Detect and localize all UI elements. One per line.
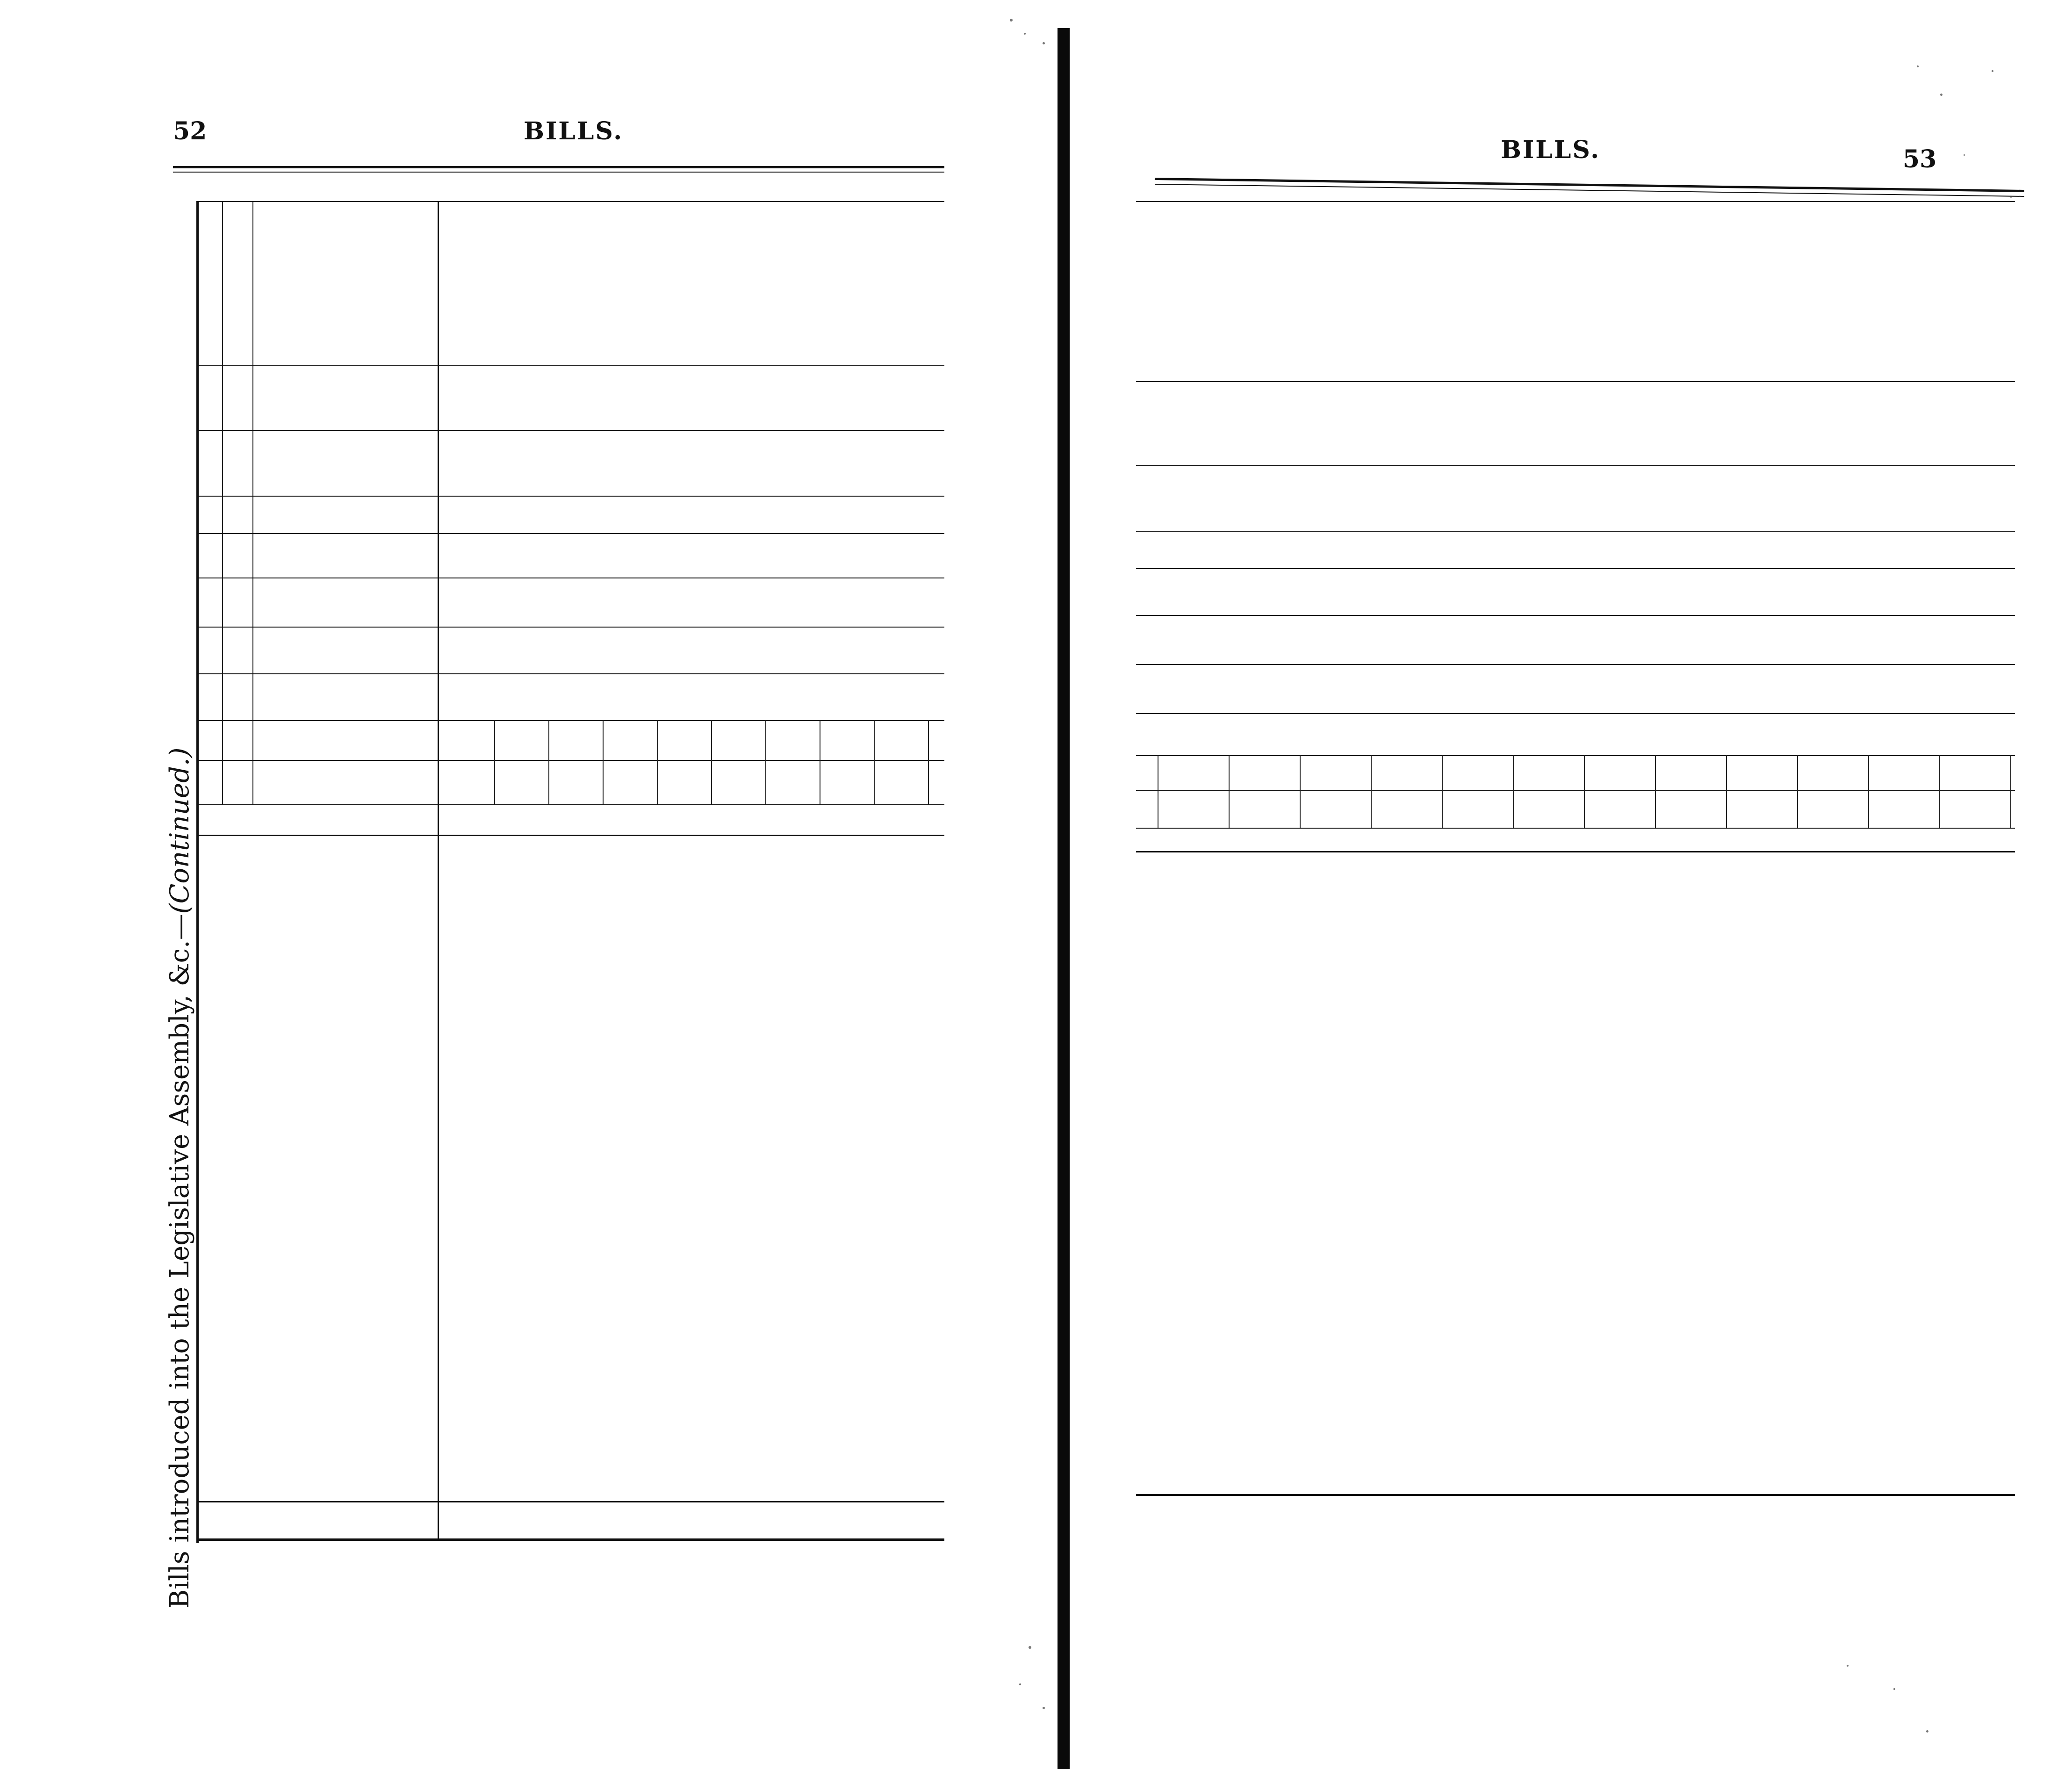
scan-speck xyxy=(1019,1683,1021,1685)
no-column-rule xyxy=(1136,1494,2015,1496)
row-rule xyxy=(1797,755,1798,828)
column-rule xyxy=(1136,465,2015,466)
column-rule xyxy=(196,760,944,761)
scan-speck xyxy=(1043,42,1045,44)
column-rule xyxy=(196,720,944,721)
row-rule xyxy=(1726,755,1727,828)
page-number: 53 xyxy=(1903,145,1937,173)
column-rule xyxy=(196,804,944,805)
column-rule xyxy=(196,430,944,431)
row-rule xyxy=(1229,755,1230,828)
column-rule xyxy=(196,627,944,628)
row-rule xyxy=(1442,755,1443,828)
column-rule xyxy=(1136,790,2015,791)
row-rule xyxy=(1584,755,1585,828)
left-page xyxy=(0,0,1014,1769)
column-rule xyxy=(196,365,944,366)
column-header-assembly xyxy=(262,762,430,802)
header-rule-vertical xyxy=(438,201,439,1538)
row-rule xyxy=(657,720,658,804)
row-rule xyxy=(711,720,712,804)
row-rule xyxy=(928,720,929,804)
group-header-rule xyxy=(222,201,223,804)
gutter-rule xyxy=(1058,28,1070,1769)
table-bottom-rule xyxy=(196,1538,944,1541)
column-rule xyxy=(1136,755,2015,756)
column-rule xyxy=(196,533,944,534)
column-header-lost-assembly xyxy=(262,535,430,575)
scan-speck xyxy=(1043,1707,1045,1709)
row-rule xyxy=(1939,755,1940,828)
header-rule-thin xyxy=(173,172,944,173)
column-rule xyxy=(1136,615,2015,616)
scan-speck xyxy=(2010,196,2012,198)
column-rule xyxy=(1136,568,2015,569)
column-rule xyxy=(1136,381,2015,382)
row-rule xyxy=(765,720,766,804)
column-rule xyxy=(196,496,944,497)
row-rule xyxy=(494,720,495,804)
column-header-lost-council xyxy=(262,498,430,531)
column-rule xyxy=(196,201,944,202)
column-rule xyxy=(1136,664,2015,665)
scan-speck xyxy=(1847,1665,1849,1667)
right-page xyxy=(1071,0,2072,1769)
row-rule xyxy=(548,720,549,804)
row-rule xyxy=(1655,755,1656,828)
table-border-left xyxy=(196,201,199,1543)
running-head: BILLS. xyxy=(524,117,624,145)
scan-speck xyxy=(1992,70,1993,72)
row-rule xyxy=(874,720,875,804)
page-number: 52 xyxy=(173,117,207,145)
scan-speck xyxy=(1029,1646,1031,1649)
column-header-amended-assembly xyxy=(262,367,430,428)
column-header-amended-council xyxy=(262,433,430,493)
row-rule xyxy=(1868,755,1869,828)
running-head: BILLS. xyxy=(1501,136,1601,164)
scan-speck xyxy=(1010,19,1013,22)
row-rule xyxy=(1300,755,1301,828)
title-column-rule xyxy=(196,835,944,836)
table-title: Bills introduced into the Legislative Assembly, &c.—(Continued.) xyxy=(165,747,195,1609)
header-rule xyxy=(173,166,944,168)
no-column-rule xyxy=(196,1501,944,1502)
row-rule xyxy=(1513,755,1514,828)
row-rule xyxy=(2010,755,2011,828)
scan-speck xyxy=(1964,154,1965,156)
scan-speck xyxy=(1917,65,1919,67)
column-header-reserved xyxy=(262,629,430,671)
column-rule xyxy=(196,673,944,674)
scan-speck xyxy=(1940,94,1942,96)
column-rule xyxy=(1136,531,2015,532)
column-header-council xyxy=(262,722,430,758)
column-header-passed xyxy=(262,676,430,718)
column-header-withheld xyxy=(262,580,430,624)
scan-speck xyxy=(1024,33,1026,35)
group-header-rule xyxy=(252,201,253,804)
column-rule xyxy=(1136,201,2015,202)
column-rule xyxy=(1136,828,2015,829)
scan-speck xyxy=(1926,1730,1928,1733)
title-column-rule xyxy=(1136,851,2015,852)
row-rule xyxy=(603,720,604,804)
row-rule xyxy=(1371,755,1372,828)
column-rule xyxy=(1136,713,2015,714)
scan-speck xyxy=(1893,1688,1895,1690)
